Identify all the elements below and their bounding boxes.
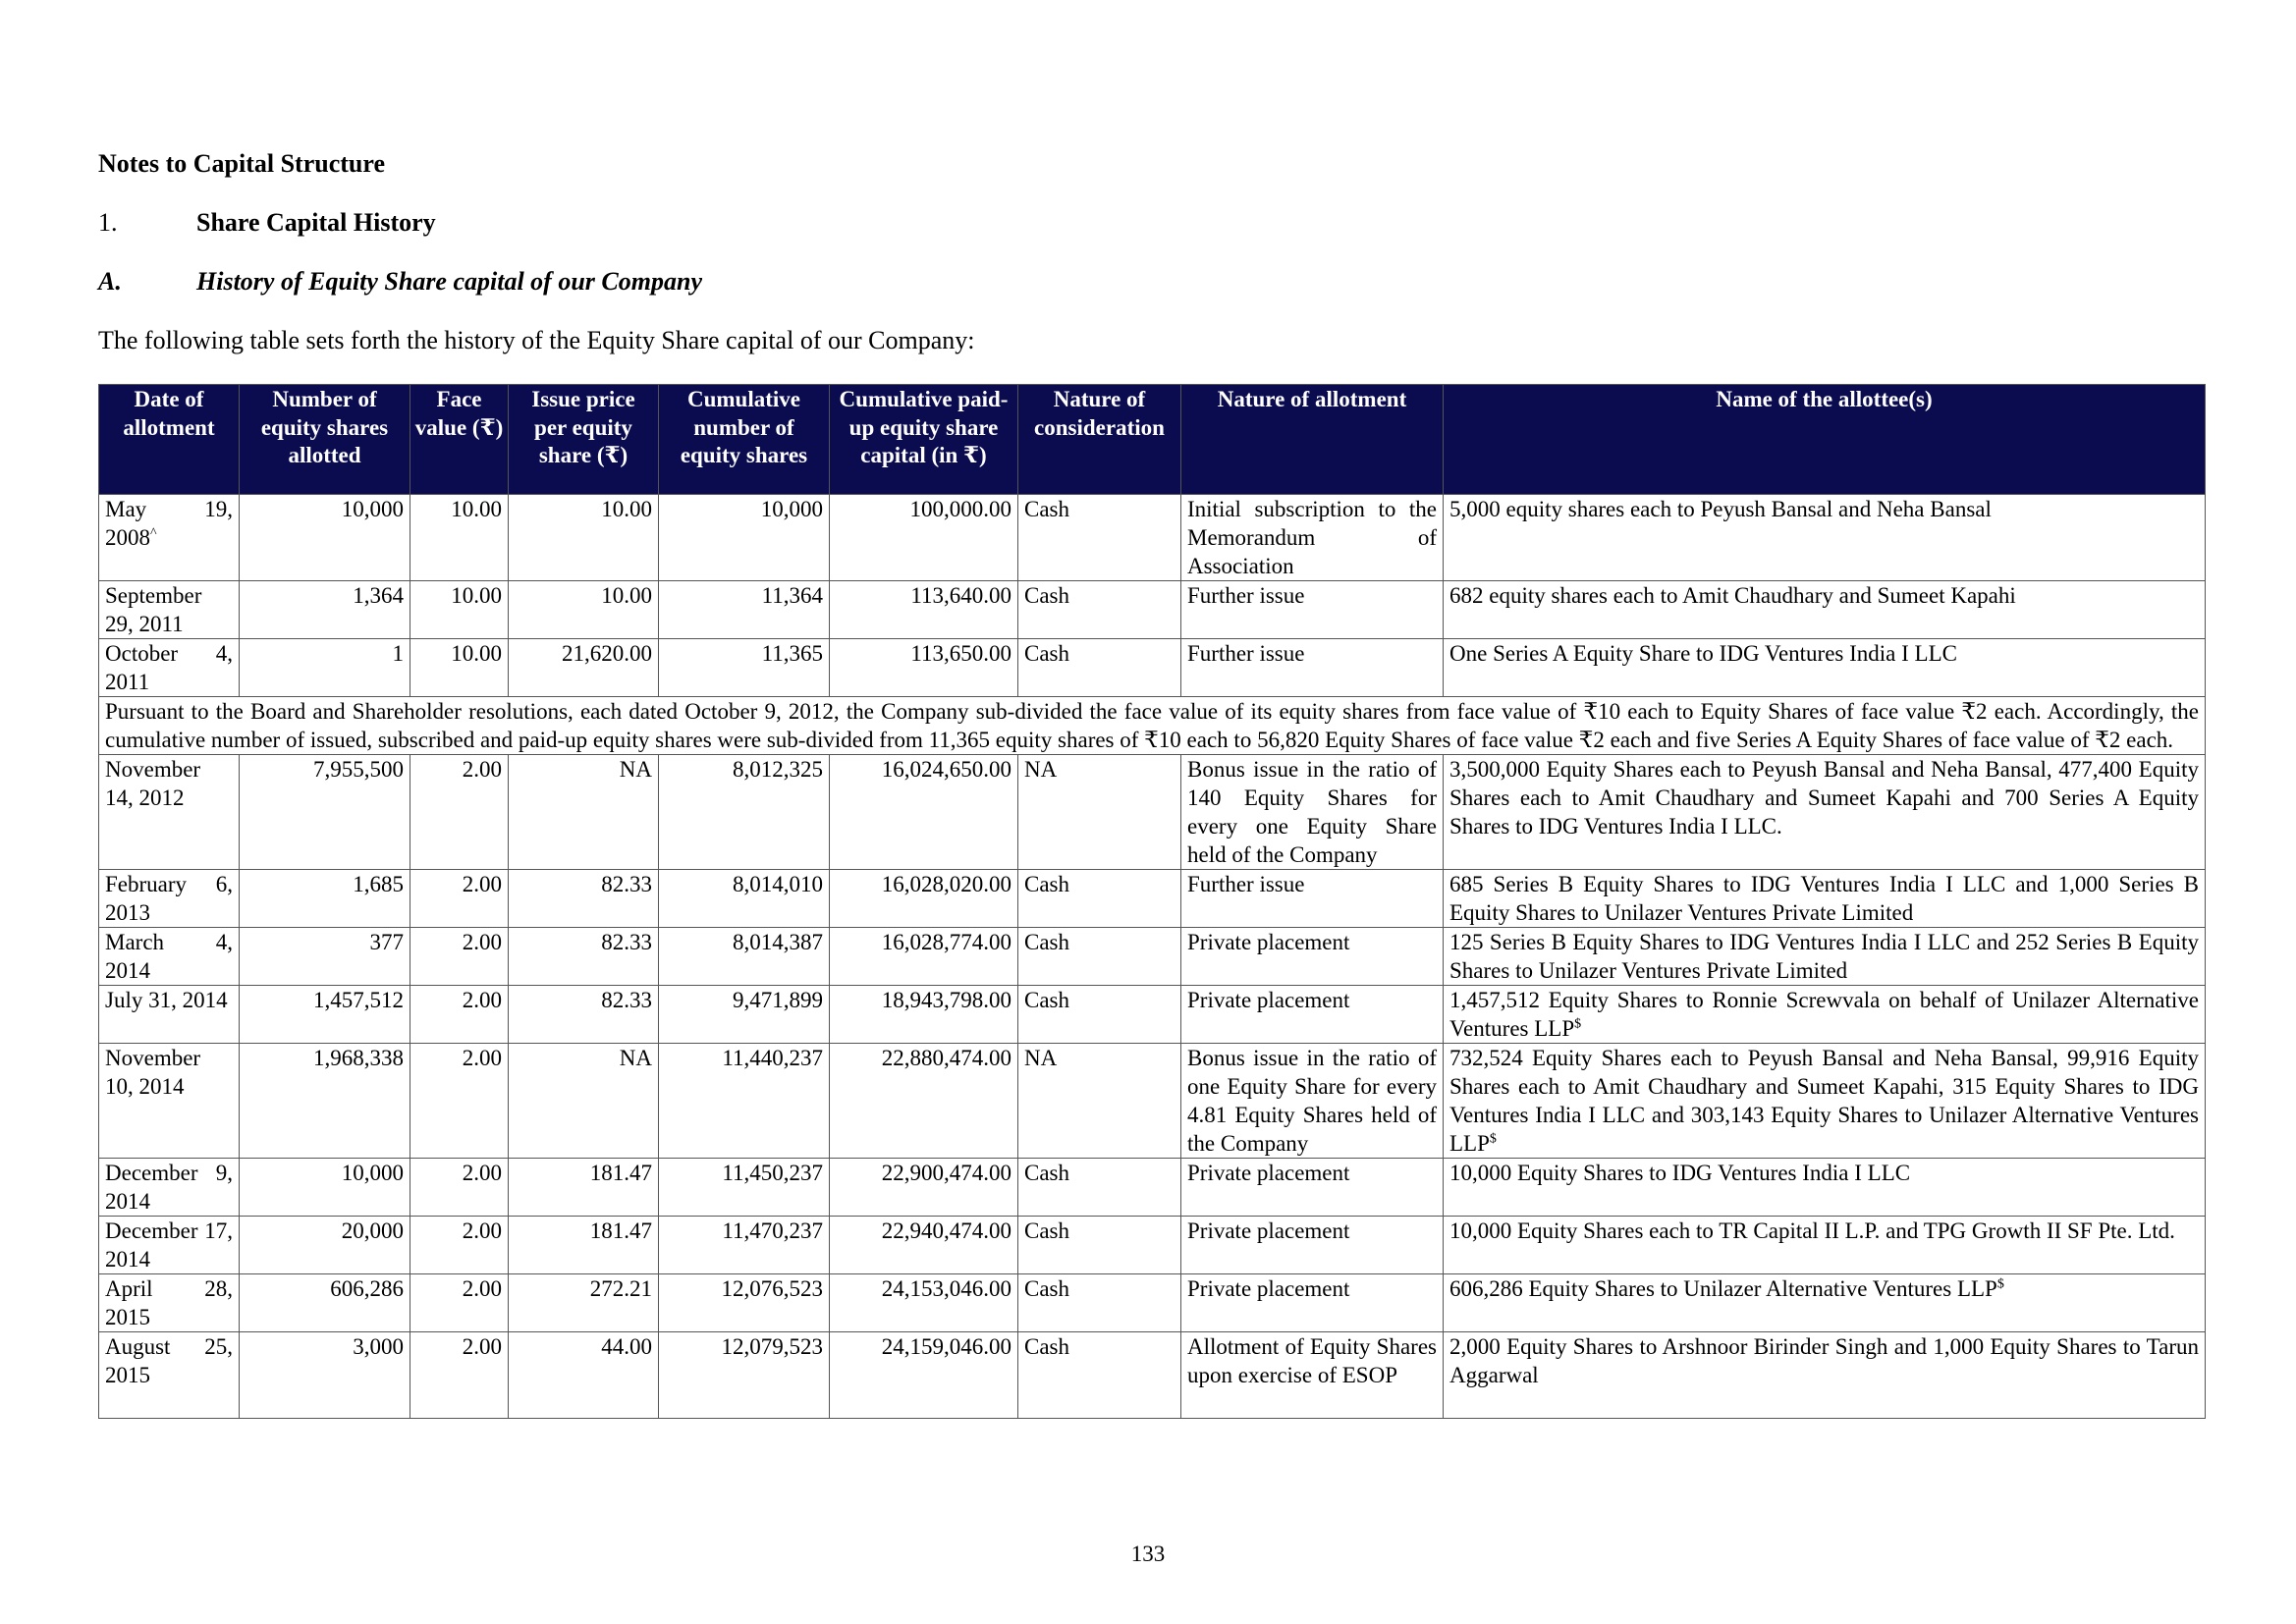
- allottees-cell: [1444, 495, 2206, 581]
- date-cell: [99, 495, 240, 581]
- date-cell-text: May 19, 2008: [105, 497, 233, 550]
- date-cell: [99, 755, 240, 870]
- nature-of-allotment-cell-text: Further issue: [1187, 872, 1305, 896]
- nature-of-allotment-cell: [1181, 928, 1444, 986]
- nature-of-allotment-cell-text: Private placement: [1187, 1276, 1350, 1301]
- face-value-cell-text: 2.00: [462, 1046, 502, 1070]
- allottees-cell: [1444, 928, 2206, 986]
- part-heading: [98, 267, 702, 297]
- cumulative-shares-cell: [659, 1159, 830, 1217]
- allottees-cell: [1444, 639, 2206, 697]
- date-cell-text: November 14, 2012: [105, 757, 201, 810]
- issue-price-cell: [509, 495, 659, 581]
- issue-price-cell-text: NA: [619, 757, 652, 782]
- date-cell-text: December 9, 2014: [105, 1161, 233, 1214]
- header-date: Date of allotment: [99, 385, 240, 495]
- face-value-cell: [410, 1217, 509, 1274]
- consideration-cell: [1018, 928, 1181, 986]
- table-body-before-note: [99, 495, 2206, 697]
- table-body-after-note: [99, 755, 2206, 1419]
- allottees-cell-text: 685 Series B Equity Shares to IDG Ventures India I LLC and 1,000 Series B Equity Shares to Unilazer Ventures Private Limited: [1449, 872, 2199, 925]
- allottees-cell-text: 1,457,512 Equity Shares to Ronnie Screwvala on behalf of Unilazer Alternative Ventures LLP: [1449, 988, 2199, 1041]
- page-number: 133: [1130, 1542, 1166, 1566]
- allottees-cell-text: 682 equity shares each to Amit Chaudhary and Sumeet Kapahi: [1449, 583, 2016, 608]
- cumulative-capital-cell-text: 24,153,046.00: [881, 1276, 1011, 1301]
- consideration-cell-text: Cash: [1024, 1276, 1069, 1301]
- allottees-cell: [1444, 870, 2206, 928]
- cumulative-capital-cell: [830, 639, 1018, 697]
- nature-of-allotment-cell: [1181, 639, 1444, 697]
- table-row: [99, 1159, 2206, 1217]
- issue-price-cell-text: 10.00: [601, 497, 652, 521]
- cumulative-capital-cell: [830, 986, 1018, 1044]
- table-row: [99, 1332, 2206, 1419]
- nature-of-allotment-cell-text: Further issue: [1187, 641, 1305, 666]
- header-allottees: Name of the allottee(s): [1444, 385, 2206, 495]
- issue-price-cell: [509, 1274, 659, 1332]
- date-cell: [99, 1217, 240, 1274]
- table-row: [99, 870, 2206, 928]
- subsection-title: Share Capital History: [196, 208, 436, 237]
- header-face-value: Face value (₹): [410, 385, 509, 495]
- table-row: [99, 986, 2206, 1044]
- shares-allotted-cell-text: 1,457,512: [313, 988, 404, 1012]
- cumulative-capital-cell-text: 22,900,474.00: [881, 1161, 1011, 1185]
- cumulative-shares-cell-text: 11,364: [761, 583, 823, 608]
- table-row: [99, 639, 2206, 697]
- shares-allotted-cell-text: 1,685: [353, 872, 404, 896]
- cumulative-capital-cell: [830, 1044, 1018, 1159]
- cumulative-shares-cell: [659, 1217, 830, 1274]
- shares-allotted-cell-text: 7,955,500: [313, 757, 404, 782]
- shares-allotted-cell-text: 377: [369, 930, 404, 954]
- cumulative-capital-cell: [830, 495, 1018, 581]
- cumulative-capital-cell: [830, 1332, 1018, 1419]
- date-cell: [99, 639, 240, 697]
- cumulative-shares-cell-text: 11,470,237: [722, 1218, 823, 1243]
- face-value-cell-text: 10.00: [451, 583, 502, 608]
- cumulative-shares-cell: [659, 1332, 830, 1419]
- shares-allotted-cell-text: 1,364: [353, 583, 404, 608]
- issue-price-cell-text: 44.00: [601, 1334, 652, 1359]
- issue-price-cell: [509, 1044, 659, 1159]
- consideration-cell-text: NA: [1024, 1046, 1058, 1070]
- cumulative-capital-cell-text: 113,650.00: [910, 641, 1011, 666]
- part-letter: A.: [98, 267, 122, 296]
- issue-price-cell-text: 21,620.00: [562, 641, 652, 666]
- nature-of-allotment-cell: [1181, 870, 1444, 928]
- header-shares-allotted: Number of equity shares allotted: [240, 385, 410, 495]
- consideration-cell-text: Cash: [1024, 583, 1069, 608]
- header-cumulative-shares: Cumulative number of equity shares: [659, 385, 830, 495]
- shares-allotted-cell: [240, 1159, 410, 1217]
- cumulative-capital-cell-text: 24,159,046.00: [881, 1334, 1011, 1359]
- nature-of-allotment-cell-text: Further issue: [1187, 583, 1305, 608]
- consideration-cell: [1018, 986, 1181, 1044]
- nature-of-allotment-cell-text: Private placement: [1187, 1161, 1350, 1185]
- issue-price-cell-text: 272.21: [589, 1276, 652, 1301]
- cumulative-capital-cell: [830, 1159, 1018, 1217]
- cumulative-capital-cell: [830, 870, 1018, 928]
- cumulative-shares-cell: [659, 639, 830, 697]
- issue-price-cell: [509, 639, 659, 697]
- table-row: [99, 755, 2206, 870]
- consideration-cell-text: Cash: [1024, 641, 1069, 666]
- issue-price-cell: [509, 1332, 659, 1419]
- face-value-cell: [410, 1044, 509, 1159]
- date-cell-text: December 17, 2014: [105, 1218, 233, 1272]
- consideration-cell: [1018, 1044, 1181, 1159]
- allottees-cell: [1444, 986, 2206, 1044]
- date-cell: [99, 1332, 240, 1419]
- cumulative-capital-cell: [830, 755, 1018, 870]
- cumulative-shares-cell-text: 11,440,237: [722, 1046, 823, 1070]
- cumulative-shares-cell: [659, 581, 830, 639]
- share-capital-table: [98, 384, 2206, 1419]
- face-value-cell-text: 2.00: [462, 757, 502, 782]
- sub-division-note-row: [99, 697, 2206, 755]
- cumulative-capital-cell-text: 16,028,020.00: [881, 872, 1011, 896]
- footnote-marker: ^: [150, 525, 157, 541]
- face-value-cell-text: 2.00: [462, 1334, 502, 1359]
- table-note-body: [99, 697, 2206, 755]
- shares-allotted-cell-text: 20,000: [341, 1218, 404, 1243]
- nature-of-allotment-cell-text: Private placement: [1187, 1218, 1350, 1243]
- table-row: [99, 495, 2206, 581]
- face-value-cell-text: 2.00: [462, 1276, 502, 1301]
- face-value-cell: [410, 639, 509, 697]
- shares-allotted-cell: [240, 1217, 410, 1274]
- cumulative-capital-cell-text: 16,024,650.00: [881, 757, 1011, 782]
- cumulative-capital-cell-text: 113,640.00: [910, 583, 1011, 608]
- face-value-cell: [410, 495, 509, 581]
- footnote-marker: $: [1489, 1131, 1497, 1147]
- shares-allotted-cell: [240, 495, 410, 581]
- cumulative-capital-cell-text: 16,028,774.00: [881, 930, 1011, 954]
- cumulative-shares-cell-text: 10,000: [760, 497, 823, 521]
- date-cell-text: February 6, 2013: [105, 872, 233, 925]
- cumulative-shares-cell: [659, 1274, 830, 1332]
- consideration-cell: [1018, 870, 1181, 928]
- table-header-row: [99, 385, 2206, 495]
- face-value-cell: [410, 870, 509, 928]
- cumulative-shares-cell-text: 11,365: [761, 641, 823, 666]
- issue-price-cell-text: 181.47: [589, 1218, 652, 1243]
- cumulative-shares-cell-text: 9,471,899: [733, 988, 823, 1012]
- face-value-cell-text: 2.00: [462, 1161, 502, 1185]
- allottees-cell-text: 10,000 Equity Shares each to TR Capital II L.P. and TPG Growth II SF Pte. Ltd.: [1449, 1218, 2175, 1243]
- date-cell: [99, 986, 240, 1044]
- allottees-cell: [1444, 1217, 2206, 1274]
- consideration-cell: [1018, 1332, 1181, 1419]
- allottees-cell: [1444, 581, 2206, 639]
- table-row: [99, 581, 2206, 639]
- allottees-cell-text: 732,524 Equity Shares each to Peyush Bansal and Neha Bansal, 99,916 Equity Shares each to Amit Chaudhary and Sumeet Kapahi, 315 Equity Shares to IDG Ventures India I LLC and 303,143 Equity Shares to Unilazer Alternative Ventures LLP: [1449, 1046, 2199, 1156]
- face-value-cell-text: 10.00: [451, 497, 502, 521]
- consideration-cell-text: Cash: [1024, 988, 1069, 1012]
- section-title: Notes to Capital Structure: [98, 149, 385, 178]
- date-cell-text: March 4, 2014: [105, 930, 233, 983]
- issue-price-cell: [509, 1159, 659, 1217]
- subsection-heading: [98, 208, 436, 238]
- cumulative-shares-cell: [659, 928, 830, 986]
- shares-allotted-cell-text: 1: [392, 641, 404, 666]
- consideration-cell-text: Cash: [1024, 1161, 1069, 1185]
- shares-allotted-cell: [240, 755, 410, 870]
- cumulative-shares-cell: [659, 495, 830, 581]
- date-cell: [99, 870, 240, 928]
- shares-allotted-cell: [240, 1274, 410, 1332]
- date-cell-text: April 28, 2015: [105, 1276, 233, 1329]
- intro-paragraph: The following table sets forth the history of the Equity Share capital of our Company:: [98, 326, 975, 354]
- shares-allotted-cell: [240, 1332, 410, 1419]
- nature-of-allotment-cell-text: Private placement: [1187, 988, 1350, 1012]
- cumulative-capital-cell-text: 22,940,474.00: [881, 1218, 1011, 1243]
- shares-allotted-cell-text: 606,286: [330, 1276, 404, 1301]
- cumulative-shares-cell: [659, 986, 830, 1044]
- table-row: [99, 1044, 2206, 1159]
- allottees-cell-text: 10,000 Equity Shares to IDG Ventures India I LLC: [1449, 1161, 1911, 1185]
- cumulative-shares-cell-text: 8,012,325: [733, 757, 823, 782]
- sub-division-note: Pursuant to the Board and Shareholder resolutions, each dated October 9, 2012, the Company sub-divided the face value of its equity shares from face value of ₹10 each to Equity Shares of face value ₹2 each. Accordingly, the cumulative number of issued, subscribed and paid-up equity shares were sub-divided from 11,365 equity shares of ₹10 each to 56,820 Equity Shares of face value ₹2 each and five Series A Equity Shares of face value of ₹2 each.: [99, 697, 2206, 755]
- header-consideration: Nature of consideration: [1018, 385, 1181, 495]
- issue-price-cell-text: NA: [619, 1046, 652, 1070]
- issue-price-cell-text: 10.00: [601, 583, 652, 608]
- table-row: [99, 1217, 2206, 1274]
- allottees-cell: [1444, 755, 2206, 870]
- nature-of-allotment-cell: [1181, 1044, 1444, 1159]
- consideration-cell: [1018, 1217, 1181, 1274]
- shares-allotted-cell-text: 10,000: [341, 1161, 404, 1185]
- footnote-marker: $: [1574, 1016, 1582, 1032]
- issue-price-cell: [509, 928, 659, 986]
- face-value-cell-text: 2.00: [462, 872, 502, 896]
- shares-allotted-cell: [240, 870, 410, 928]
- shares-allotted-cell-text: 10,000: [341, 497, 404, 521]
- consideration-cell: [1018, 639, 1181, 697]
- consideration-cell-text: Cash: [1024, 872, 1069, 896]
- date-cell-text: August 25, 2015: [105, 1334, 233, 1387]
- allottees-cell: [1444, 1044, 2206, 1159]
- allottees-cell-text: 125 Series B Equity Shares to IDG Ventures India I LLC and 252 Series B Equity Shares to Unilazer Ventures Private Limited: [1449, 930, 2199, 983]
- allottees-cell-text: One Series A Equity Share to IDG Ventures India I LLC: [1449, 641, 1957, 666]
- nature-of-allotment-cell: [1181, 1159, 1444, 1217]
- cumulative-shares-cell-text: 11,450,237: [722, 1161, 823, 1185]
- issue-price-cell: [509, 581, 659, 639]
- nature-of-allotment-cell-text: Allotment of Equity Shares upon exercise of ESOP: [1187, 1334, 1437, 1387]
- consideration-cell-text: Cash: [1024, 930, 1069, 954]
- issue-price-cell: [509, 870, 659, 928]
- consideration-cell: [1018, 1274, 1181, 1332]
- header-nature-of-allotment: Nature of allotment: [1181, 385, 1444, 495]
- cumulative-shares-cell-text: 12,076,523: [721, 1276, 823, 1301]
- consideration-cell-text: Cash: [1024, 497, 1069, 521]
- nature-of-allotment-cell: [1181, 1332, 1444, 1419]
- subsection-number: 1.: [98, 208, 118, 237]
- date-cell-text: July 31, 2014: [105, 988, 228, 1012]
- date-cell: [99, 1044, 240, 1159]
- allottees-cell-text: 2,000 Equity Shares to Arshnoor Birinder Singh and 1,000 Equity Shares to Tarun Aggarwal: [1449, 1334, 2199, 1387]
- issue-price-cell: [509, 755, 659, 870]
- cumulative-shares-cell: [659, 755, 830, 870]
- consideration-cell-text: NA: [1024, 757, 1058, 782]
- date-cell: [99, 928, 240, 986]
- allottees-cell-text: 606,286 Equity Shares to Unilazer Alternative Ventures LLP: [1449, 1276, 1997, 1301]
- face-value-cell: [410, 1274, 509, 1332]
- cumulative-capital-cell: [830, 1217, 1018, 1274]
- issue-price-cell: [509, 986, 659, 1044]
- nature-of-allotment-cell-text: Private placement: [1187, 930, 1350, 954]
- allottees-cell: [1444, 1159, 2206, 1217]
- table-row: [99, 1274, 2206, 1332]
- nature-of-allotment-cell: [1181, 1274, 1444, 1332]
- cumulative-capital-cell-text: 22,880,474.00: [881, 1046, 1011, 1070]
- consideration-cell: [1018, 581, 1181, 639]
- allottees-cell: [1444, 1332, 2206, 1419]
- nature-of-allotment-cell-text: Initial subscription to the Memorandum of Association: [1187, 497, 1437, 578]
- allottees-cell-text: 5,000 equity shares each to Peyush Bansal and Neha Bansal: [1449, 497, 1992, 521]
- cumulative-capital-cell-text: 100,000.00: [909, 497, 1011, 521]
- date-cell-text: September 29, 2011: [105, 583, 202, 636]
- face-value-cell-text: 10.00: [451, 641, 502, 666]
- cumulative-shares-cell-text: 12,079,523: [721, 1334, 823, 1359]
- nature-of-allotment-cell-text: Bonus issue in the ratio of 140 Equity Shares for every one Equity Share held of the Company: [1187, 757, 1437, 867]
- nature-of-allotment-cell: [1181, 755, 1444, 870]
- issue-price-cell-text: 82.33: [601, 930, 652, 954]
- allottees-cell: [1444, 1274, 2206, 1332]
- issue-price-cell: [509, 1217, 659, 1274]
- date-cell: [99, 1159, 240, 1217]
- nature-of-allotment-cell-text: Bonus issue in the ratio of one Equity Share for every 4.81 Equity Shares held of the Company: [1187, 1046, 1437, 1156]
- face-value-cell: [410, 986, 509, 1044]
- date-cell-text: October 4, 2011: [105, 641, 233, 694]
- allottees-cell-text: 3,500,000 Equity Shares each to Peyush Bansal and Neha Bansal, 477,400 Equity Shares each to Amit Chaudhary and Sumeet Kapahi and 700 Series A Equity Shares to IDG Ventures India I LLC.: [1449, 757, 2199, 839]
- consideration-cell: [1018, 755, 1181, 870]
- header-issue-price: Issue price per equity share (₹): [509, 385, 659, 495]
- table-row: [99, 928, 2206, 986]
- consideration-cell-text: Cash: [1024, 1334, 1069, 1359]
- shares-allotted-cell: [240, 928, 410, 986]
- shares-allotted-cell: [240, 1044, 410, 1159]
- face-value-cell: [410, 928, 509, 986]
- nature-of-allotment-cell: [1181, 581, 1444, 639]
- shares-allotted-cell: [240, 581, 410, 639]
- face-value-cell-text: 2.00: [462, 1218, 502, 1243]
- issue-price-cell-text: 82.33: [601, 988, 652, 1012]
- date-cell: [99, 581, 240, 639]
- cumulative-capital-cell-text: 18,943,798.00: [881, 988, 1011, 1012]
- shares-allotted-cell: [240, 986, 410, 1044]
- footnote-marker: $: [1996, 1276, 2004, 1292]
- header-cumulative-capital: Cumulative paid-up equity share capital (in ₹): [830, 385, 1018, 495]
- consideration-cell-text: Cash: [1024, 1218, 1069, 1243]
- nature-of-allotment-cell: [1181, 495, 1444, 581]
- nature-of-allotment-cell: [1181, 986, 1444, 1044]
- shares-allotted-cell-text: 3,000: [353, 1334, 404, 1359]
- consideration-cell: [1018, 495, 1181, 581]
- part-title: History of Equity Share capital of our Company: [196, 267, 702, 296]
- issue-price-cell-text: 82.33: [601, 872, 652, 896]
- face-value-cell-text: 2.00: [462, 930, 502, 954]
- shares-allotted-cell-text: 1,968,338: [313, 1046, 404, 1070]
- cumulative-shares-cell-text: 8,014,010: [733, 872, 823, 896]
- face-value-cell: [410, 1159, 509, 1217]
- shares-allotted-cell: [240, 639, 410, 697]
- face-value-cell: [410, 1332, 509, 1419]
- date-cell: [99, 1274, 240, 1332]
- cumulative-capital-cell: [830, 1274, 1018, 1332]
- face-value-cell: [410, 581, 509, 639]
- consideration-cell: [1018, 1159, 1181, 1217]
- cumulative-shares-cell: [659, 1044, 830, 1159]
- cumulative-capital-cell: [830, 928, 1018, 986]
- cumulative-shares-cell: [659, 870, 830, 928]
- cumulative-capital-cell: [830, 581, 1018, 639]
- issue-price-cell-text: 181.47: [589, 1161, 652, 1185]
- face-value-cell-text: 2.00: [462, 988, 502, 1012]
- cumulative-shares-cell-text: 8,014,387: [733, 930, 823, 954]
- date-cell-text: November 10, 2014: [105, 1046, 201, 1099]
- nature-of-allotment-cell: [1181, 1217, 1444, 1274]
- face-value-cell: [410, 755, 509, 870]
